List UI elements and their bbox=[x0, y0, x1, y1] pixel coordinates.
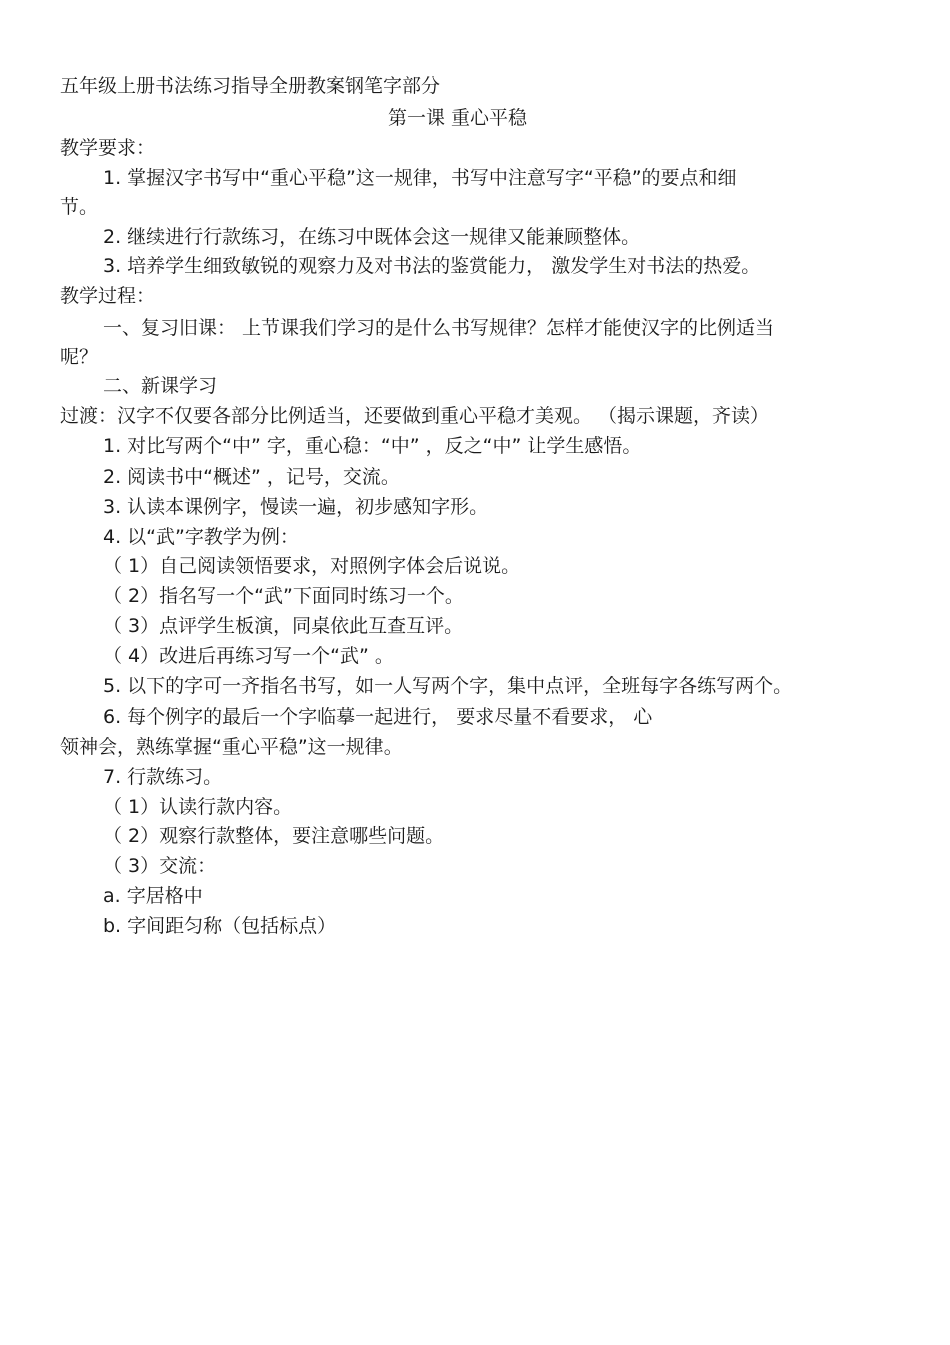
step-4: 4. 以“武”字教学为例： bbox=[103, 526, 299, 548]
process-heading: 教学过程： bbox=[60, 285, 156, 307]
review-line-1: 一、复习旧课： 上节课我们学习的是什么书写规律？怎样才能使汉字的比例适当 bbox=[103, 317, 775, 339]
step-4-sub-2: （ 2）指名写一个“武”下面同时练习一个。 bbox=[103, 585, 464, 607]
step-6-line-1: 6. 每个例字的最后一个字临摹一起进行， 要求尽量不看要求， 心 bbox=[103, 706, 653, 728]
step-1: 1. 对比写两个“中” 字，重心稳：“中” ，反之“中” 让学生感悟。 bbox=[103, 435, 642, 457]
step-2: 2. 阅读书中“概述” ，记号，交流。 bbox=[103, 466, 400, 488]
requirement-3: 3. 培养学生细致敏锐的观察力及对书法的鉴赏能力， 激发学生对书法的热爱。 bbox=[103, 255, 761, 277]
step-4-sub-3: （ 3）点评学生板演，同桌依此互查互评。 bbox=[103, 615, 464, 637]
step-7-sub-1: （ 1）认读行款内容。 bbox=[103, 796, 293, 818]
step-7-sub-3: （ 3）交流： bbox=[103, 855, 217, 877]
requirement-1-line-1: 1. 掌握汉字书写中“重心平稳”这一规律，书写中注意写字“平稳”的要点和细 bbox=[103, 167, 737, 189]
review-line-2: 呢？ bbox=[60, 346, 99, 368]
step-3: 3. 认读本课例字，慢读一遍，初步感知字形。 bbox=[103, 496, 489, 518]
step-4-sub-4: （ 4）改进后再练习写一个“武” 。 bbox=[103, 645, 394, 667]
requirement-1-line-2: 节。 bbox=[60, 196, 99, 218]
transition-text: 过渡：汉字不仅要各部分比例适当，还要做到重心平稳才美观。 （揭示课题，齐读） bbox=[60, 405, 770, 427]
step-7: 7. 行款练习。 bbox=[103, 766, 223, 788]
step-7-sub-2: （ 2）观察行款整体，要注意哪些问题。 bbox=[103, 825, 445, 847]
requirement-2: 2. 继续进行行款练习，在练习中既体会这一规律又能兼顾整体。 bbox=[103, 226, 641, 248]
requirements-heading: 教学要求： bbox=[60, 137, 156, 159]
step-7-item-a: a. 字居格中 bbox=[103, 885, 203, 907]
lesson-title: 第一课 重心平稳 bbox=[388, 107, 528, 129]
step-7-item-b: b. 字间距匀称（包括标点） bbox=[103, 915, 337, 937]
step-6-line-2: 领神会，熟练掌握“重心平稳”这一规律。 bbox=[60, 736, 403, 758]
new-lesson-heading: 二、新课学习 bbox=[103, 375, 218, 397]
document-title: 五年级上册书法练习指导全册教案钢笔字部分 bbox=[60, 75, 441, 97]
step-5: 5. 以下的字可一齐指名书写，如一人写两个字，集中点评，全班每字各练写两个。 bbox=[103, 675, 793, 697]
step-4-sub-1: （ 1）自己阅读领悟要求，对照例字体会后说说。 bbox=[103, 555, 521, 577]
